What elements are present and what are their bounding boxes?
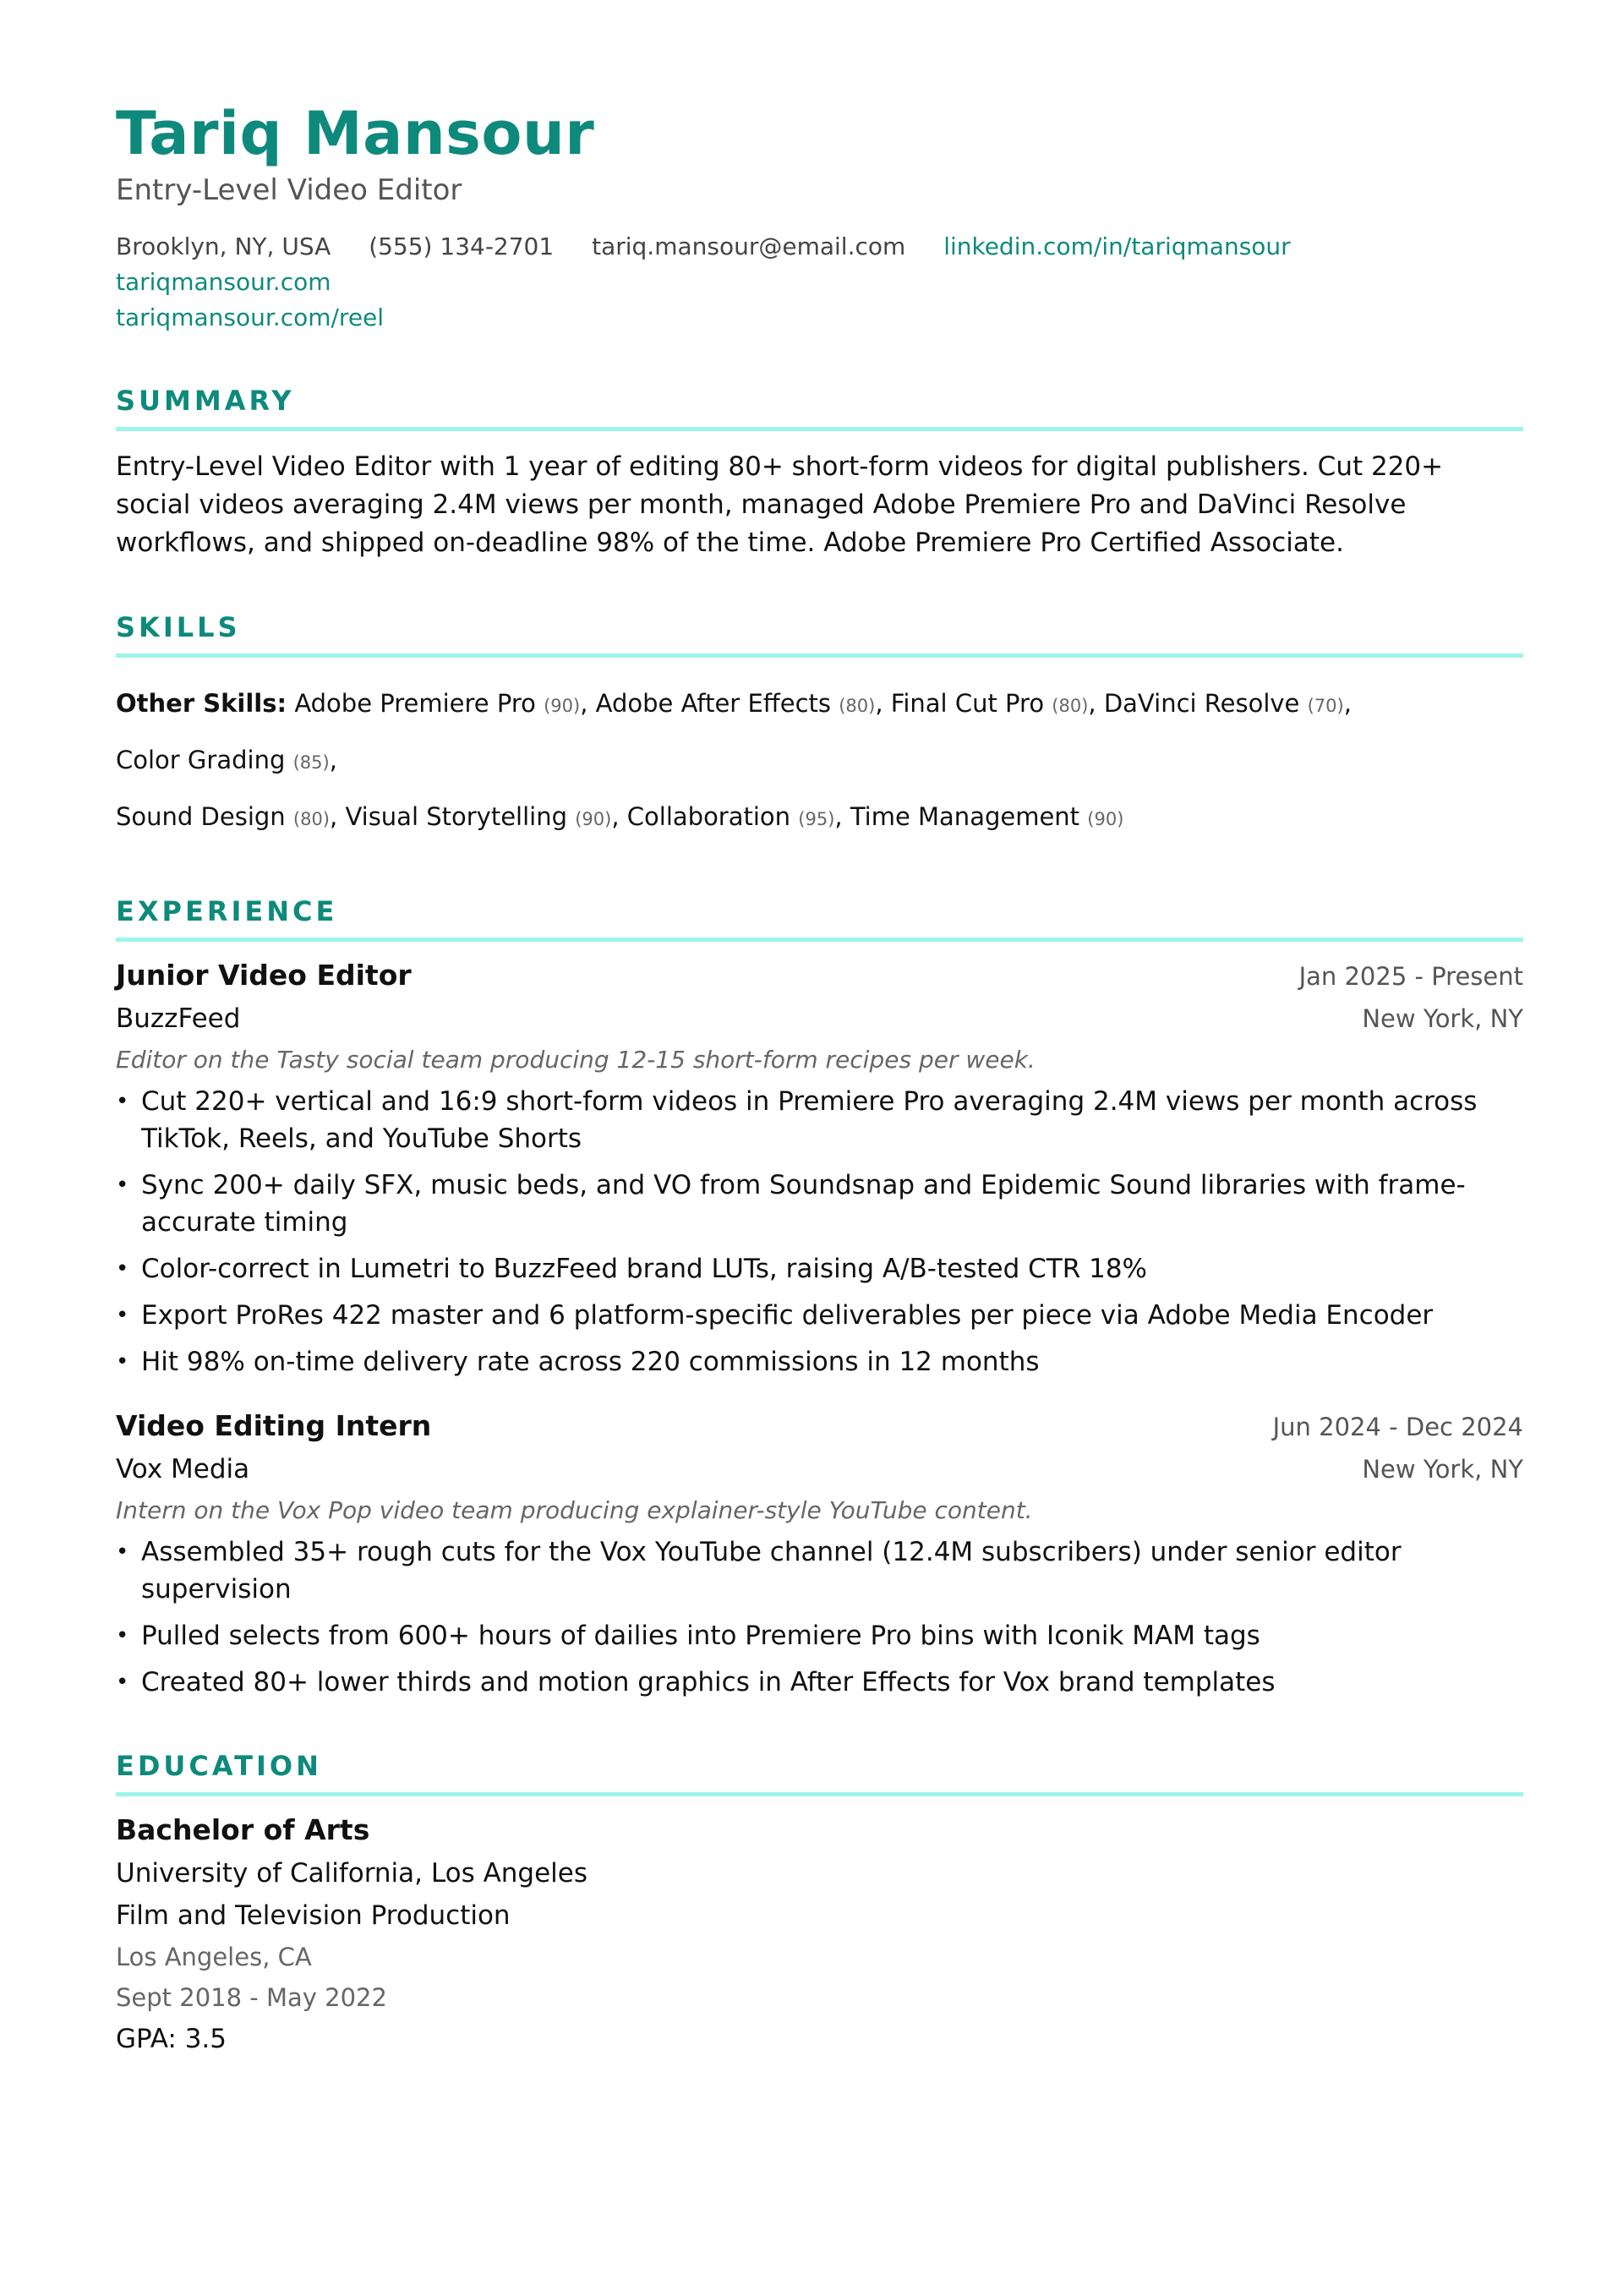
education-location: Los Angeles, CA [116,1943,312,1971]
candidate-name: Tariq Mansour [116,99,595,168]
contact-email: tariq.mansour@email.com [592,232,906,260]
education-section [116,1750,1523,2054]
skills-heading: SKILLS [116,611,1523,658]
resume-header [116,101,1523,336]
job-location: New York, NY [1362,1004,1523,1033]
experience-section [116,895,1523,1701]
job-bullet: • Cut 220+ vertical and 16:9 short-form videos in Premiere Pro averaging 2.4M views per month across TikTok, Reels, and YouTube Shorts [116,1083,1523,1157]
skill-level: (80) [292,809,330,829]
job-company: Vox Media [116,1454,250,1484]
skill-separator: , [329,746,337,774]
skill-separator: , [1343,689,1352,718]
skill-item [891,689,1096,718]
skill-name: Adobe Premiere Pro [294,689,536,718]
job-title-row [116,1409,1523,1442]
skill-level: (80) [839,696,876,716]
education-school: University of California, Los Angeles [116,1858,588,1889]
education-gpa: GPA: 3.5 [116,2024,227,2054]
education-field: Film and Television Production [116,1900,511,1931]
skill-item [850,802,1124,831]
skill-item [294,689,587,718]
job-bullet: • Assembled 35+ rough cuts for the Vox YouTube channel (12.4M subscribers) under senior editor supervision [116,1533,1523,1608]
job-location: New York, NY [1362,1455,1523,1484]
contact-linkedin-link[interactable]: linkedin.com/in/tariqmansour [943,232,1291,260]
job-bullet: • Sync 200+ daily SFX, music beds, and VO from Soundsnap and Epidemic Sound libraries with frame-accurate timing [116,1167,1523,1241]
skill-level: (70) [1307,696,1344,716]
job-company-row [116,1454,1523,1484]
skill-name: Final Cut Pro [890,689,1045,718]
skill-name: Color Grading [116,746,286,774]
skill-separator: , [834,802,843,831]
job-company: BuzzFeed [116,1003,241,1034]
job-company-row [116,1003,1523,1034]
skill-separator: , [580,689,588,718]
job-entry [116,1409,1523,1701]
skill-level: (90) [544,696,581,716]
job-dates: Jan 2025 - Present [1298,962,1523,991]
skills-list [116,676,1523,846]
experience-heading: EXPERIENCE [116,895,1523,942]
skill-item [627,802,843,831]
candidate-headline: Entry-Level Video Editor [116,173,462,207]
skill-level: (90) [1087,809,1124,829]
contact-info [116,229,1523,336]
contact-reel-link[interactable]: tariqmansour.com/reel [116,303,385,331]
skill-name: Visual Storytelling [345,802,568,831]
job-bullets [116,1083,1523,1380]
skill-item [345,802,619,831]
skill-item [116,746,337,774]
education-dates: Sept 2018 - May 2022 [116,1983,387,2012]
skills-section [116,611,1523,846]
skill-separator: , [330,802,338,831]
job-bullet: • Hit 98% on-time delivery rate across 220 commissions in 12 months [116,1343,1523,1380]
skill-name: Sound Design [116,802,286,831]
job-description: Intern on the Vox Pop video team producing explainer-style YouTube content. [116,1496,1033,1524]
skills-label: Other Skills: [116,689,287,718]
contact-website-link[interactable]: tariqmansour.com [116,268,331,296]
skill-level: (95) [798,809,835,829]
skill-item [116,802,337,831]
summary-section [116,385,1523,562]
job-entry [116,959,1523,1380]
skill-level: (90) [575,809,612,829]
job-bullet: • Export ProRes 422 master and 6 platform-specific deliverables per piece via Adobe Media Encoder [116,1297,1523,1334]
skill-separator: , [1088,689,1096,718]
summary-text: Entry-Level Video Editor with 1 year of editing 80+ short-form videos for digital publishers. Cut 220+ social videos averaging 2.4M views per month, managed Adobe Premiere Pro and DaVinci Resolve workflows, and shipped on-deadline 98% of the time. Adobe Premiere Pro Certified Associate. [116,451,1444,558]
education-entry [116,1813,1523,2054]
skill-name: Adobe After Effects [595,689,832,718]
skill-level: (85) [292,752,330,773]
skill-name: DaVinci Resolve [1103,689,1300,718]
job-description: Editor on the Tasty social team producing 12-15 short-form recipes per week. [116,1046,1036,1074]
job-title: Video Editing Intern [116,1409,432,1442]
education-degree: Bachelor of Arts [116,1813,370,1846]
contact-location: Brooklyn, NY, USA [116,232,331,260]
job-bullet: • Color-correct in Lumetri to BuzzFeed brand LUTs, raising A/B-tested CTR 18% [116,1250,1523,1287]
contact-phone: (555) 134-2701 [369,232,555,260]
job-bullets [116,1533,1523,1701]
job-title: Junior Video Editor [116,959,412,992]
skill-name: Time Management [850,802,1080,831]
skill-item [1104,689,1352,718]
skill-separator: , [875,689,883,718]
education-heading: EDUCATION [116,1750,1523,1796]
summary-heading: SUMMARY [116,385,1523,431]
job-title-row [116,959,1523,992]
skill-level: (80) [1052,696,1089,716]
skill-item [596,689,883,718]
job-bullet: • Pulled selects from 600+ hours of dailies into Premiere Pro bins with Iconik MAM tags [116,1617,1523,1654]
skill-name: Collaboration [626,802,791,831]
job-dates: Jun 2024 - Dec 2024 [1272,1413,1523,1441]
job-bullet: • Created 80+ lower thirds and motion graphics in After Effects for Vox brand templates [116,1664,1523,1701]
skill-separator: , [611,802,620,831]
